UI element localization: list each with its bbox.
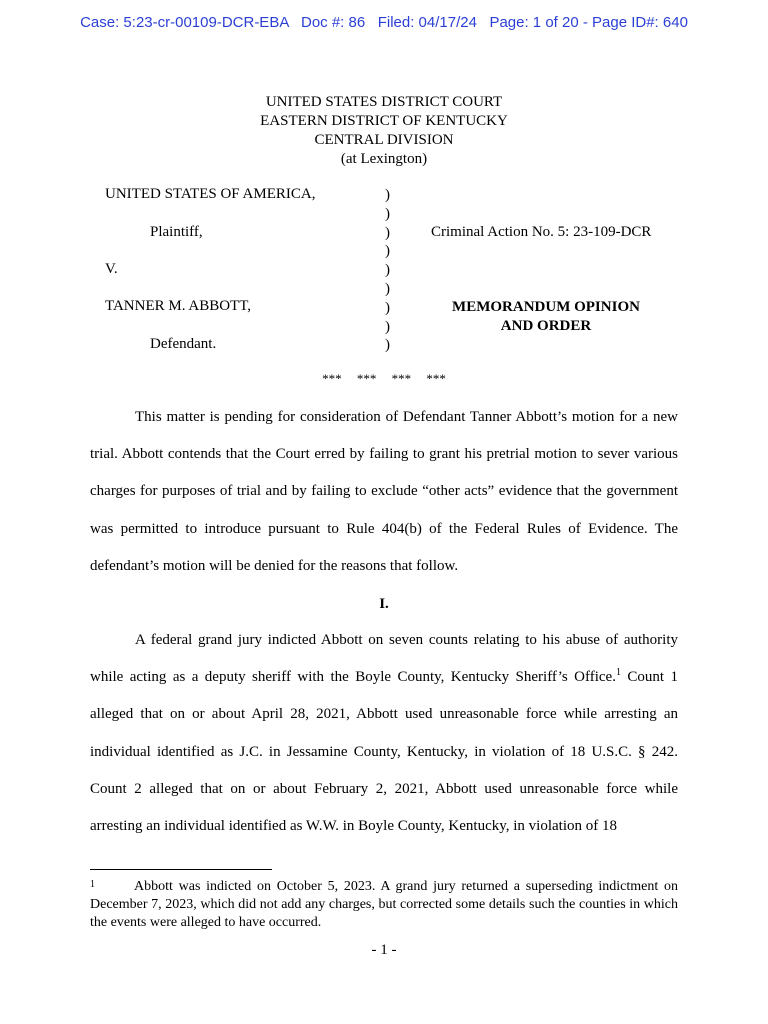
caption-parentheses [385, 186, 390, 355]
footnote [90, 878, 678, 932]
caption-paren: ) [385, 262, 390, 279]
footnote-number: 1 [90, 879, 95, 890]
defendant-name: TANNER M. ABBOTT, [105, 298, 252, 314]
caption-paren: ) [385, 280, 390, 297]
section-heading: I. [379, 596, 389, 612]
intro-paragraph-text: This matter is pending for consideration of Defendant Tanner Abbott’s motion for a new trial. Abbott contends that the Court erred by failing to grant his pretrial motion to sever various charges for purposes of trial and by failing to exclude “other acts” evidence that the government was permitted to introduce pursuant to Rule 404(b) of the Federal Rules of Evidence. The defendant’s motion will be denied for the reasons that follow. [90, 409, 678, 574]
paragraph-text-part-1: A federal grand jury indicted Abbott on seven counts relating to his abuse of authority while acting as a deputy sheriff with the Boyle County, Kentucky Sheriff’s Office. [90, 632, 678, 686]
paragraph-text-part-2: Count 1 alleged that on or about April 28, 2021, Abbott used unreasonable force while arresting an individual identified as J.C. in Jessamine County, Kentucky, in violation of 18 U.S.C. § 242. Count 2 alleged that on or about February 2, 2021, Abbott used unreasonable force while arresting an individual identified as W.W. in Boyle County, Kentucky, in violation of 18 [90, 669, 678, 835]
section-separator: *** *** *** *** [322, 371, 446, 386]
page-number: - 1 - [371, 942, 397, 958]
caption-paren: ) [385, 224, 390, 241]
footnote-text: Abbott was indicted on October 5, 2023. A grand jury returned a superseding indictment on December 7, 2023, which did not add any charges, but corrected some details such the counties in which the events were alleged to have occurred. [90, 879, 678, 930]
document-title-line-1: MEMORANDUM OPINION [452, 299, 640, 315]
document-title-line-2: AND ORDER [500, 318, 592, 334]
footnote-reference: 1 [615, 667, 621, 679]
caption-paren: ) [385, 299, 390, 316]
caption-paren: ) [385, 337, 390, 354]
case-header-stamp: Case: 5:23-cr-00109-DCR-EBA Doc #: 86 Filed: 04/17/24 Page: 1 of 20 - Page ID#: 640 [80, 14, 688, 31]
section-one-paragraph [90, 622, 678, 845]
section-one-paragraph-text [90, 622, 678, 845]
caption-paren: ) [385, 205, 390, 222]
intro-paragraph [90, 399, 678, 585]
plaintiff-name: UNITED STATES OF AMERICA, [105, 186, 316, 202]
court-heading [0, 93, 768, 169]
case-number: Criminal Action No. 5: 23-109-DCR [431, 224, 652, 240]
court-name: UNITED STATES DISTRICT COURT [265, 94, 503, 110]
court-district: EASTERN DISTRICT OF KENTUCKY [260, 113, 508, 129]
footnote-divider [90, 869, 272, 870]
caption-paren: ) [385, 187, 390, 203]
court-division: CENTRAL DIVISION [314, 132, 454, 148]
document-title [431, 298, 661, 336]
caption-paren: ) [385, 318, 390, 335]
court-location: (at Lexington) [340, 151, 428, 167]
caption-paren: ) [385, 243, 390, 260]
versus-label: V. [105, 261, 118, 277]
plaintiff-role: Plaintiff, [150, 224, 203, 240]
defendant-role: Defendant. [150, 336, 217, 352]
